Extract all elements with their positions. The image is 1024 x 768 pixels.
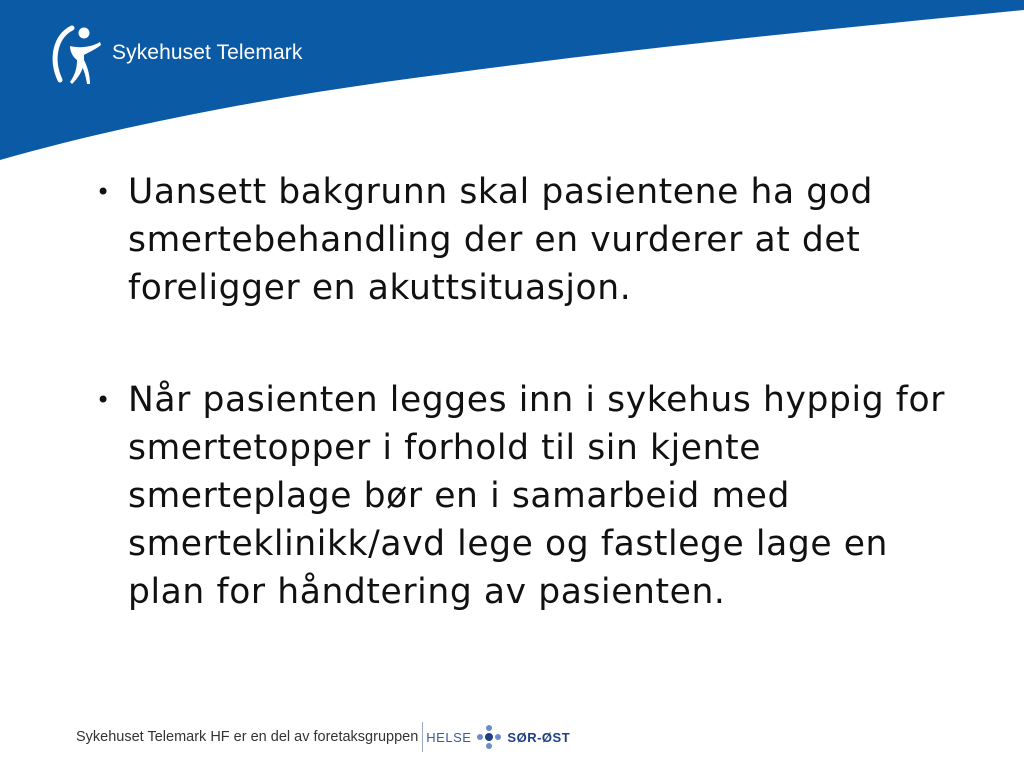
helse-sor-ost-logo	[422, 722, 570, 752]
figure-in-arc-icon	[46, 22, 110, 88]
dots-cross-icon	[475, 723, 503, 751]
bullet-item	[96, 376, 976, 616]
footer	[76, 722, 570, 752]
bullet-item	[96, 168, 976, 312]
slide-content	[96, 168, 976, 616]
bullet-marker: •	[96, 178, 111, 206]
brand-name: Sykehuset Telemark	[112, 41, 303, 64]
footer-text: Sykehuset Telemark HF er en del av foretaksgruppen	[76, 729, 419, 745]
brand-logo	[46, 22, 303, 88]
bullet-text: Når pasienten legges inn i sykehus hyppig for smertetopper i forhold til sin kjente smerteplage bør en i samarbeid med smerteklinikk/avd lege og fastlege lage en plan for håndtering av pasienten.	[128, 380, 945, 612]
helse-logo-right: SØR-ØST	[507, 729, 571, 745]
helse-logo-left: HELSE	[426, 729, 472, 745]
bullet-text: Uansett bakgrunn skal pasientene ha god smertebehandling der en vurderer at det foreligger en akuttsituasjon.	[128, 172, 873, 308]
bullet-marker: •	[96, 386, 111, 414]
